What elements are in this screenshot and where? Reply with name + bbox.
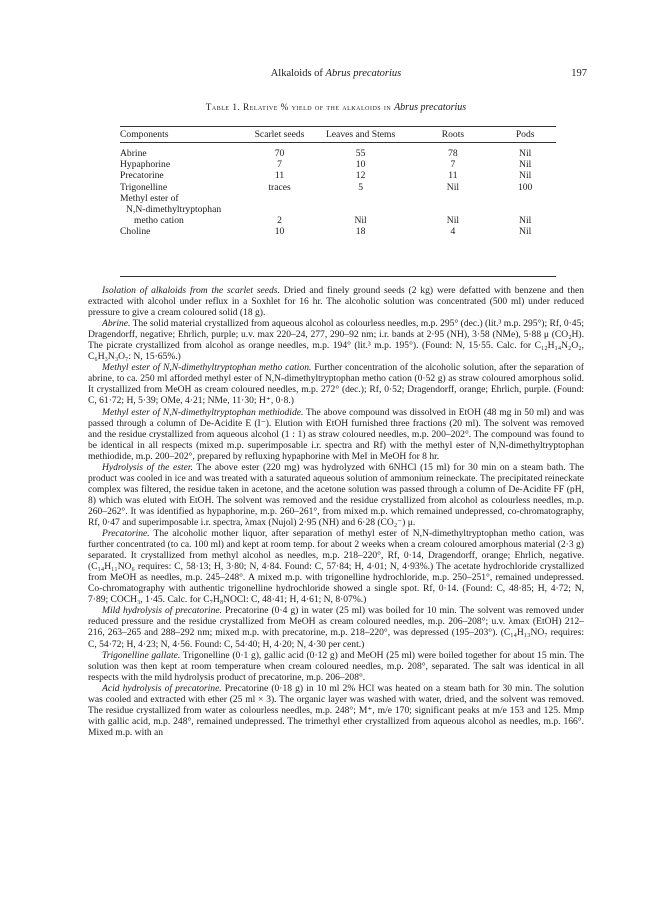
paragraph-text: Precatorine (0·4 g) in water (25 ml) was boiled for 10 min. The solvent was removed under reduced pressure and the residue crystallized from MeOH as cream coloured needles, m.p. 206–208°; u.v. λmax (EtOH) 212–216, 263–265 and 288–292 nm; mixed m.p. with precatorine, m.p. 218–220°, was depressed (195–203°). (C₁₄H₁₃NO₇ requires: C, 54·72; H, 4·23; N, 4·56. Found: C, 54·40; H, 4·20; N, 4·30 per cent.) bbox=[88, 605, 584, 650]
component-name: Trigonelline bbox=[120, 181, 168, 193]
table-row bbox=[120, 204, 556, 215]
component-name: metho cation bbox=[134, 215, 184, 227]
table-body bbox=[120, 142, 556, 238]
column-header: Components bbox=[120, 129, 169, 141]
yield-cell: Nil bbox=[446, 181, 460, 193]
paragraph-heading: Hydrolysis of the ester. bbox=[102, 461, 193, 473]
column-header: Pods bbox=[515, 129, 535, 141]
component-name: Methyl ester of bbox=[120, 192, 179, 204]
paragraph bbox=[88, 683, 584, 738]
yield-cell: Nil bbox=[446, 215, 460, 227]
table-row bbox=[120, 226, 556, 237]
yield-cell: 11 bbox=[448, 170, 458, 182]
paragraph-text: Further concentration of the alcoholic solution, after the separation of abrine, to ca. 250 ml afforded methyl ester of N,N-dimethyltryptophan metho cation (0·52 g) as straw coloured amorphous solid. It crystallized from MeOH as cream coloured needles, m.p. 272° (dec.); Rf, 0·52; Dragendorff, orange; Ehrlich, purple. (Found: C, 61·72; H, 5·39; OMe, 4·21; NMe, 11·30; H⁺, 0·8.) bbox=[88, 362, 584, 407]
yield-cell: Nil bbox=[519, 215, 532, 227]
paragraph bbox=[88, 318, 584, 362]
yield-cell: Nil bbox=[354, 215, 367, 227]
paragraph-heading: Isolation of alkaloids from the scarlet seeds. bbox=[102, 285, 280, 296]
paragraph bbox=[88, 605, 584, 649]
component-name: Abrine bbox=[120, 148, 147, 159]
yield-cell: 18 bbox=[355, 226, 366, 238]
yield-cell bbox=[494, 204, 556, 215]
yield-cell: 100 bbox=[517, 181, 533, 193]
table-caption bbox=[0, 102, 672, 113]
yield-cell: Nil bbox=[519, 148, 532, 159]
yield-cell: 10 bbox=[355, 159, 366, 171]
paragraph-heading: Trigonelline gallate. bbox=[102, 649, 181, 661]
table-row bbox=[120, 215, 556, 226]
yield-cell: 7 bbox=[450, 159, 456, 171]
page-number: 197 bbox=[571, 68, 587, 79]
paragraph bbox=[88, 285, 584, 318]
yield-cell: 78 bbox=[448, 148, 458, 159]
column-header: Roots bbox=[441, 129, 465, 141]
table-row bbox=[120, 193, 556, 204]
yield-cell bbox=[310, 193, 412, 204]
paragraph-heading: Mild hydrolysis of precatorine. bbox=[102, 605, 222, 617]
yield-cell: 12 bbox=[355, 170, 366, 182]
yield-cell: 55 bbox=[355, 148, 366, 159]
paragraph-heading: Methyl ester of N,N-dimethyltryptophan metho cation. bbox=[102, 362, 312, 374]
paragraph-heading: Precatorine. bbox=[102, 528, 150, 540]
yield-cell: 11 bbox=[274, 170, 285, 182]
paragraph bbox=[88, 462, 584, 528]
component-name: Hypaphorine bbox=[120, 159, 171, 171]
yield-cell bbox=[412, 204, 495, 215]
running-title-text: Alkaloids of bbox=[270, 68, 326, 79]
yield-cell: Nil bbox=[519, 159, 532, 171]
paragraph bbox=[88, 528, 584, 605]
paragraph-heading: Methyl ester of N,N-dimethyltryptophan methiodide. bbox=[102, 406, 304, 418]
yield-cell bbox=[249, 193, 309, 204]
table-row bbox=[120, 159, 556, 170]
yield-cell: 4 bbox=[450, 226, 456, 238]
paragraph bbox=[88, 650, 584, 683]
yield-cell: 7 bbox=[277, 159, 282, 171]
yield-cell: Nil bbox=[519, 226, 532, 238]
table-header-row bbox=[120, 128, 556, 142]
paragraph-text: The solid material crystallized from aqueous alcohol as colourless needles, m.p. 295° (dec.) (lit.³ m.p. 295°); Rf, 0·45; Dragendorff, negative; Ehrlich, purple; u.v. max 220–24, 277, 290–92 nm; i.r. bands at 2·95 (NH), 3·58 (NMe), 5·88 μ (CO₂H). The picrate crystallized from alcohol as orange needles, m.p. 194° (lit.³ m.p. 195°). (Found: N, 15·55. Calc. for C₁₂H₁₄N₂O₂, C₆H₃N₃O₇: N, 15·65%.) bbox=[88, 318, 584, 363]
paragraph-text: The above compound was dissolved in EtOH (48 mg in 50 ml) and was passed through a column of De-Acidite E (I⁻). Elution with EtOH furnished three fractions (20 ml). The solvent was removed and the residue crystallized from aqueous alcohol (1 : 1) as straw coloured needles, m.p. 200–202°. The compound was found to be identical in all respects (mixed m.p. superimposable i.r. spectra and Rf) with the methyl ester of N,N-dimethyltryptophan methiodide, m.p. 200–202°, prepared by refluxing hypaphorine with MeI in MeOH for 8 hr. bbox=[88, 406, 584, 462]
component-name: Precatorine bbox=[120, 170, 164, 182]
paragraph-text: Dried and finely ground seeds (2 kg) were defatted with benzene and then extracted with alcohol under reflux in a Soxhlet for 16 hr. The alcoholic solution was concentrated (500 ml) under reduced pressure to give a cream coloured solid (18 g). bbox=[88, 285, 584, 319]
table-caption-text: Table 1. Relative % yield of the alkaloids in bbox=[205, 102, 395, 112]
paragraph-text: Precatorine (0·18 g) in 10 ml 2% HCl was heated on a steam bath for 30 min. The solution was cooled and extracted with ether (25 ml × 3). The organic layer was washed with water, dried, and the solvent was removed. The residue crystallized from water as colourless needles, m.p. 248°; M⁺, m/e 170; significant peaks at m/e 153 and 125. Mmp with gallic acid, m.p. 248°, remained undepressed. The trimethyl ether crystallized from aqueous alcohol as needles, m.p. 166°. Mixed m.p. with an bbox=[88, 682, 584, 738]
yield-cell: traces bbox=[268, 181, 291, 193]
table-bottom-rule bbox=[120, 276, 556, 277]
yield-cell bbox=[249, 204, 309, 215]
component-name: Choline bbox=[120, 226, 151, 238]
paragraph-text: The alcoholic mother liquor, after separation of methyl ester of N,N-dimethyltryptophan metho cation, was further concentrated (to ca. 100 ml) and kept at room temp. for about 2 weeks when a cream coloured amorphous material (2·3 g) separated. It crystallized from methyl alcohol as needles, m.p. 218–220°, Rf, 0·14, Dragendorff, orange; Ehrlich, negative. (C₁₄H₁₁NO₆ requires: C, 58·13; H, 3·80; N, 4·84. Found: C, 57·84; H, 4·01; N, 4·93%.) The acetate hydrochloride crystallized from MeOH as needles, m.p. 245–248°. A mixed m.p. with trigonelline hydrochloride, m.p. 250–251°, remained undepressed. Co-chromatography with authentic trigonelline hydrochloride showed a single spot. Rf, 0·14. (Found: C, 48·85; H, 4·72; N, 7·89; COCH₃, 1·45. Calc. for C₇H₈NOCl: C, 48·41; H, 4·61; N, 8·07%.) bbox=[88, 528, 584, 606]
body-text bbox=[88, 285, 584, 738]
yield-cell: 70 bbox=[274, 148, 285, 159]
yield-cell bbox=[310, 204, 412, 215]
running-header bbox=[0, 68, 672, 84]
yield-cell: 10 bbox=[274, 226, 285, 238]
paragraph-heading: Acid hydrolysis of precatorine. bbox=[102, 682, 222, 694]
yield-cell bbox=[412, 193, 495, 204]
paragraph bbox=[88, 362, 584, 406]
table-row bbox=[120, 142, 556, 159]
table-row bbox=[120, 170, 556, 181]
paragraph bbox=[88, 407, 584, 462]
table-row bbox=[120, 182, 556, 193]
running-title-species: Abrus precatorius bbox=[325, 68, 402, 79]
table-top-rule bbox=[120, 126, 556, 127]
yield-cell: 5 bbox=[358, 181, 363, 193]
yield-cell bbox=[494, 193, 556, 204]
component-name: N,N-dimethyltryptophan bbox=[126, 204, 222, 216]
paragraph-text: Trigonelline (0·1 g), gallic acid (0·12 g) and MeOH (25 ml) were boiled together for about 15 min. The solution was then kept at room temperature when cream coloured needles, m.p. 208°, separated. The salt was identical in all respects with the mild hydrolysis product of precatorine, m.p. 206–208°. bbox=[88, 649, 584, 683]
paragraph-text: The above ester (220 mg) was hydrolyzed with 6NHCl (15 ml) for 30 min on a steam bath. The product was cooled in ice and was treated with a saturated aqueous solution of ammonium reineckate. The precipitated reineckate complex was filtered, the residue taken in acetone, and the acetone solution was passed through a column of De-Acidite FF (pH, 8) which was eluted with EtOH. The solvent was removed and the residue crystallized from alcohol as colourless needles, m.p. 260–262°. It was identified as hypaphorine, m.p. 260–261°, from mixed m.p. which remained undepressed, co-chromatography, Rf, 0·47 and superimposable i.r. spectra, λmax (Nujol) 2·95 (NH) and 6·28 (CO₂⁻) μ. bbox=[88, 461, 584, 528]
column-header: Leaves and Stems bbox=[325, 129, 396, 141]
column-header: Scarlet seeds bbox=[254, 129, 305, 141]
alkaloid-yield-table bbox=[120, 128, 556, 238]
yield-cell: 2 bbox=[277, 215, 282, 227]
table-caption-species: Abrus precatorius bbox=[394, 102, 467, 113]
paragraph-heading: Abrine. bbox=[102, 318, 131, 330]
yield-cell: Nil bbox=[519, 170, 532, 182]
